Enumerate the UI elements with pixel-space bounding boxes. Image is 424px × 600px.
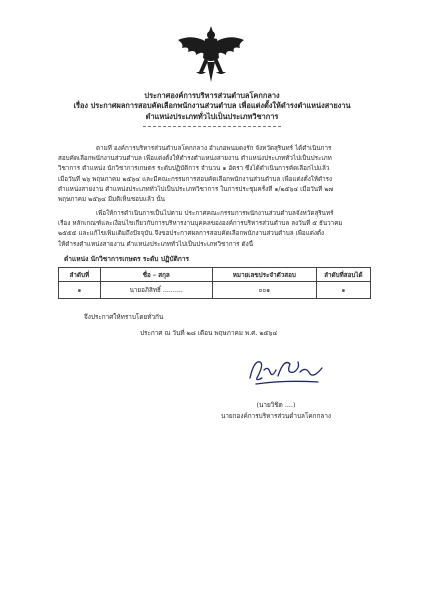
paragraph-line: ตามที่ องค์การบริหารส่วนตำบลโคกกลาง อำเภอพนมดงรัก จังหวัดสุรินทร์ ได้ดำเนินการ (96, 145, 332, 152)
position-label: ตำแหน่ง นักวิชาการเกษตร ระดับ ปฏิบัติการ (64, 255, 190, 263)
paragraph-line: ตำแหน่งสายงาน ตำแหน่งประเภททั่วไปเป็นประเภทวิชาการ ในการประชุมครั้งที่ ๑/๒๕๖๔ เมื่อวันที่ ๒๗ (58, 185, 334, 193)
header-rank: ลำดับที่ (59, 268, 101, 282)
paragraph-line: พฤษภาคม ๒๕๖๔ มีมติเห็นชอบแล้ว นั้น (58, 196, 165, 204)
garuda-emblem-icon (174, 24, 248, 86)
announcement-title: ประกาศองค์การบริหารส่วนตำบลโคกกลาง (144, 91, 280, 100)
paragraph-line: เรื่อง หลักเกณฑ์และเงื่อนไขเกี่ยวกับการบริหารงานบุคคลขององค์การบริหารส่วนตำบล ลงวันที่ ๕ ธันวาคม (58, 220, 343, 228)
announcement-subject-line2: ตำแหน่งประเภททั่วไปเป็นประเภทวิชาการ (145, 112, 279, 121)
paragraph-decision (58, 209, 378, 250)
title-divider (143, 126, 281, 127)
paragraph-background (58, 144, 378, 205)
header-name: ชื่อ – สกุล (100, 268, 212, 282)
signer-name: (นายวิชิต ....) (256, 401, 296, 409)
cell-result-rank: ๑ (316, 282, 370, 299)
signer-position: นายกองค์การบริหารส่วนตำบลโคกกลาง (220, 412, 332, 420)
paragraph-line: ให้ดำรงตำแหน่งสายงาน ตำแหน่งประเภททั่วไปเป็นประเภทวิชาการ ดังนี้ (58, 240, 254, 248)
paragraph-line: วิชาการ ตำแหน่ง นักวิชาการเกษตร ระดับปฏิบัติการ จำนวน ๑ อัตรา ซึ่งได้ดำเนินการคัดเลือกไปแล้ว (58, 165, 330, 173)
table-row (59, 282, 371, 299)
header-exam-id: หมายเลขประจำตัวสอบ (212, 268, 316, 282)
paragraph-line: ๒๕๕๕ และแก้ไขเพิ่มเติมถึงปัจจุบัน จึงขอประกาศผลการสอบคัดเลือกพนักงานส่วนตำบล เพื่อแต่งตั้ง (58, 230, 325, 238)
announce-date: ประกาศ ณ วันที่ ๒๘ เดือน พฤษภาคม พ.ศ. ๒๕๖๔ (140, 329, 278, 337)
paragraph-line: สอบคัดเลือกพนักงานส่วนตำบล เพื่อแต่งตั้งให้ดำรงตำแหน่งสายงาน ตำแหน่งประเภททั่วไปเป็นประเภท (58, 155, 332, 163)
cell-name: นายอภิสิทธิ์ .......... (100, 282, 212, 299)
paragraph-line: เพื่อให้การดำเนินการเป็นไปตาม ประกาศคณะกรรมการพนักงานส่วนตำบลจังหวัดสุรินทร์ (96, 210, 334, 217)
table-header-row (59, 268, 371, 282)
announce-note: จึงประกาศให้ทราบโดยทั่วกัน (84, 313, 164, 321)
announcement-subject: เรื่อง ประกาศผลการสอบคัดเลือกพนักงานส่วนตำบล เพื่อแต่งตั้งให้ดำรงตำแหน่งสายงาน (73, 101, 351, 110)
cell-exam-id: ๐๐๑ (212, 282, 316, 299)
results-table (58, 267, 371, 299)
handwritten-signature (244, 348, 330, 392)
paragraph-line: เมื่อวันที่ ๒๖ พฤษภาคม ๒๕๖๔ และมีคณะกรรมการสอบคัดเลือกพนักงานส่วนตำบล เพื่อแต่งตั้งให้ดำรง (58, 175, 333, 183)
cell-rank: ๑ (59, 282, 101, 299)
header-result-rank: ลำดับที่สอบได้ (316, 268, 370, 282)
